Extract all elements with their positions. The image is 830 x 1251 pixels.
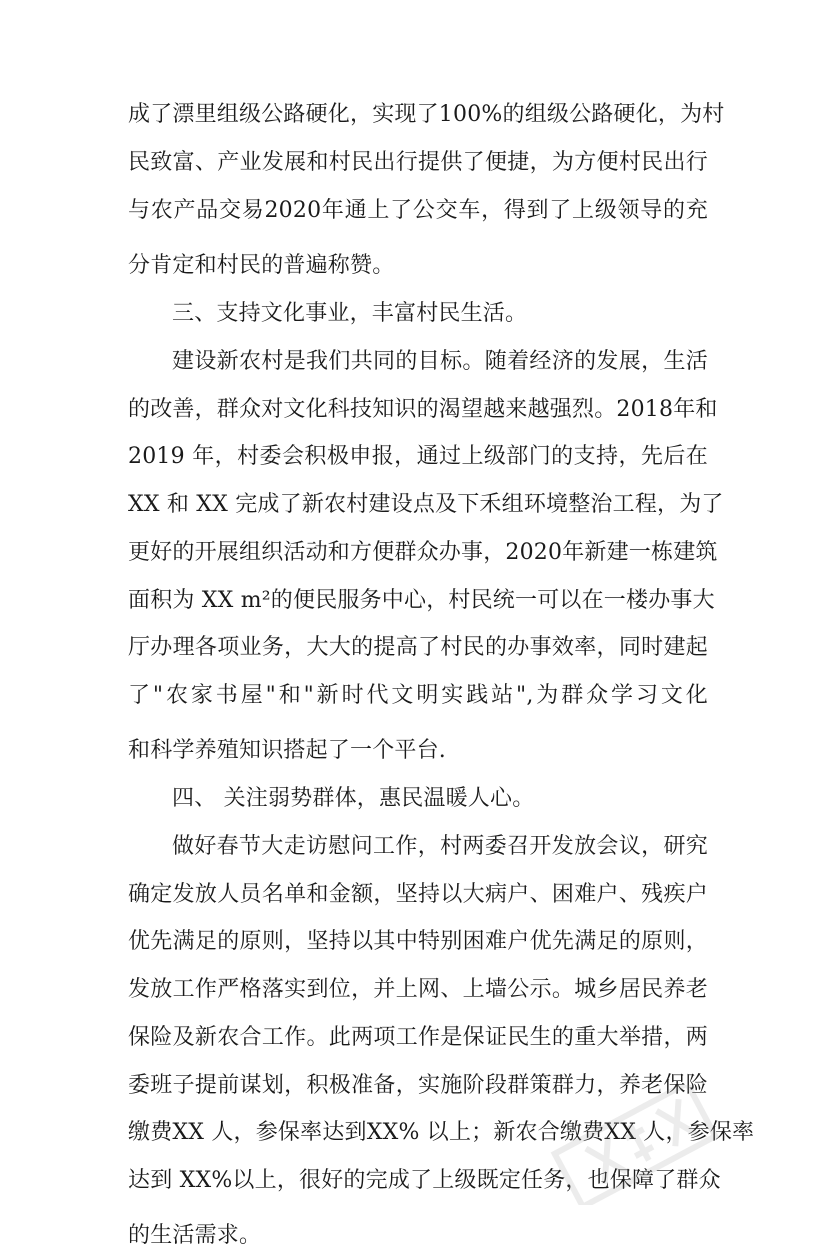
text-line: 厅办理各项业务，大大的提高了村民的办事效率，同时建起 [128,635,708,660]
section-heading-4: 四、 关注弱势群体，惠民温暖人心。 [172,786,535,811]
text-line: 的生活需求。 [128,1223,262,1248]
section-heading-3: 三、支持文化事业，丰富村民生活。 [172,301,528,326]
text-line: 确定发放人员名单和金额，坚持以大病户、困难户、残疾户 [128,882,708,907]
text-line: 的改善，群众对文化科技知识的渴望越来越强烈。2018年和 [128,397,718,422]
text-line: 缴费XX 人，参保率达到XX% 以上；新农合缴费XX 人，参保率 [128,1120,755,1145]
text-line: XX 和 XX 完成了新农村建设点及下禾组环境整治工程，为了 [128,492,724,517]
text-line: 更好的开展组织活动和方便群众办事，2020年新建一栋建筑 [128,540,718,565]
paragraph-first-line: 做好春节大走访慰问工作，村两委召开发放会议，研究 [172,834,708,859]
text-line: 成了漂里组级公路硬化，实现了100%的组级公路硬化，为村 [128,102,725,127]
text-line: 委班子提前谋划，积极准备，实施阶段群策群力，养老保险 [128,1073,708,1098]
text-line: 优先满足的原则，坚持以其中特别困难户优先满足的原则， [128,929,708,954]
text-line: 了"农家书屋"和"新时代文明实践站",为群众学习文化 [128,683,708,708]
text-line: 面积为 XX m²的便民服务中心，村民统一可以在一楼办事大 [128,588,715,613]
text-line: 民致富、产业发展和村民出行提供了便捷，为方便村民出行 [128,150,708,175]
text-line: 和科学养殖知识搭起了一个平台. [128,738,446,763]
text-line: 分肯定和村民的普遍称赞。 [128,253,395,278]
text-line: 2019 年，村委会积极申报，通过上级部门的支持，先后在 [128,444,708,469]
text-line: 达到 XX%以上，很好的完成了上级既定任务，也保障了群众 [128,1168,721,1193]
text-line: 与农产品交易2020年通上了公交车，得到了上级领导的充 [128,198,708,223]
text-line: 保险及新农合工作。此两项工作是保证民生的重大举措，两 [128,1025,708,1050]
paragraph-first-line: 建设新农村是我们共同的目标。随着经济的发展，生活 [172,349,708,374]
text-line: 发放工作严格落实到位，并上网、上墙公示。城乡居民养老 [128,977,708,1002]
